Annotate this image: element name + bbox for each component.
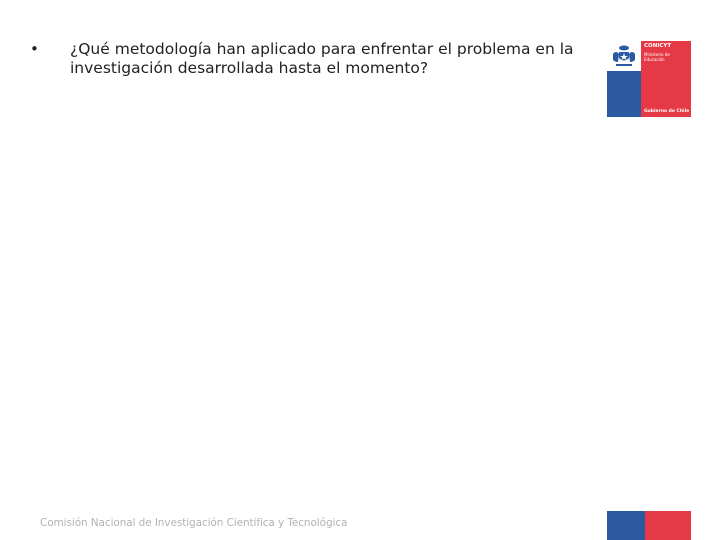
logo-blue-panel <box>607 41 641 117</box>
footer-bar-red <box>645 511 691 540</box>
bullet-item <box>30 40 590 78</box>
logo-ministry: Ministerio de Educación <box>644 52 670 62</box>
footer-organization-name: Comisión Nacional de Investigación Científica y Tecnológica <box>40 517 348 529</box>
chile-coat-of-arms-icon <box>611 44 637 68</box>
conicyt-logo <box>607 41 691 117</box>
bullet-list <box>30 40 590 78</box>
bullet-marker: • <box>30 40 39 58</box>
bullet-text: ¿Qué metodología han aplicado para enfrentar el problema en la investigación desarrollada hasta el momento? <box>70 40 574 77</box>
logo-government: Gobierno de Chile <box>644 109 690 114</box>
logo-red-panel <box>641 41 691 117</box>
footer-bar-blue <box>607 511 645 540</box>
logo-name: CONICYT <box>644 43 672 49</box>
footer-color-bar <box>607 511 691 540</box>
logo-emblem-area <box>607 41 641 71</box>
